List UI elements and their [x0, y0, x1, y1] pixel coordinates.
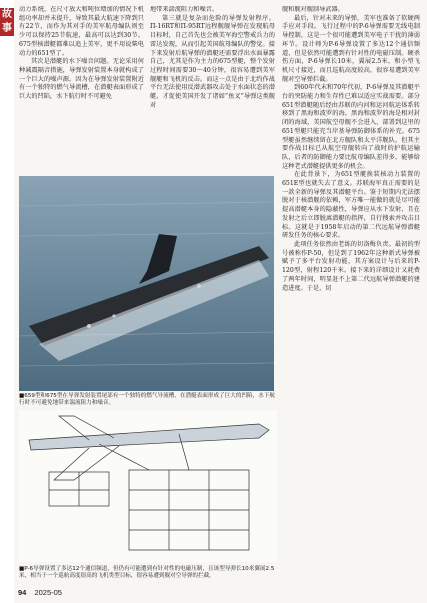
body-paragraph: 此项任务依然由老练的切洛梅负责。最初的型号被称作P-50，但是到了1962年这种新式导弹被赋予了多平台发射功能，其方案设计与后来的P-120型，射程120千米。接下来的详细设计又耗费了两年时间，明显赶不上第二代远航导弹潜艇的建造进度。于是，切: [282, 240, 420, 292]
page-number: 94: [18, 588, 27, 597]
body-paragraph: 地带来湍流阻力和噪音。: [150, 6, 219, 13]
body-paragraph: 到60年代末和70年代初，P-6导弹及其潜艇平台的突防能力和生存性已难以适应实战需要。部分651型潜艇随后经由苏联的内河和运河航运体系转移到了黑海和波罗的海。黑海和波罗的海是相对封闭的海域，美国航空母舰不会进入，部署到这里的651型艇只能充当岸基导弹防御体系的补充。675型艇虽然继续留在北方舰队和太平洋舰队，但其主要作战目标已从航空母舰转向了战时的护航运输队，后者的防御能力要比航母编队差得多，能够给这种老式潜艇提供更多的机会。: [282, 84, 420, 170]
missile-diagram: [19, 410, 277, 562]
photo-caption: ■659型和675型在导弹发射装置尾部有一个独特的燃气导流槽，在潜艇表面形成了巨大的凹陷，水下航行时不可避免地带来湍流阻力和噪音。: [19, 393, 275, 407]
submarine-photo-art: [19, 176, 274, 391]
body-paragraph: 其次是潜艇的水下噪音问题。无论采用何种减震隔音措施，导弹发射装置本身就构成了一个巨大的噪声源。因为在导弹发射装置附近有一个独特的燃气导流槽，在潜艇表面形成了巨大的凹陷，水下航行时不可避免: [19, 58, 144, 101]
body-paragraph: 第三就是复杂而危险的导弹发射程序。П-16RT和П-95RT远程舰舰导弹在发现航母目标时，自己首先也会被美军海空警戒兵力的雷达发现，从而引起美国航母编队的警觉。接下来发射后航导弹的潜艇还需要浮出水面暴露自己，尤其是作为主力的675型艇，整个发射过程时间需要30～40分钟，很容易遭到美军舰艇和飞机的反击。而这一点是由于北约作战平台无法使用反潜武器攻击处于水面状态的潜艇，才促使美国开发了诸如“鱼叉”导弹这类舰对: [150, 14, 275, 109]
issue-date: 2025-05: [34, 588, 62, 597]
body-paragraph: 舰和舰对舰制导武器。: [282, 6, 344, 13]
body-paragraph: 最后，针对未来的导弹，美军也准备了软硬两手应对手段。飞行过程中的P-6导弹需要无线电制导控制，这是一个很可能遭到美军电子干扰的薄弱环节。设计师为P-6导弹设置了多达12个通信频道，但是依然可能遭到有针对性的电磁压制。硬杀伤方面，P-6导弹长10米，翼展2.5米，和小型飞机尺寸接近，而且巡航高度较高，很容易遭到美军舰对空导弹拦截。: [282, 14, 420, 83]
page-footer: [18, 588, 62, 597]
submarine-photo: [19, 176, 274, 391]
section-tab: 故事: [2, 9, 12, 34]
text-column-3: [282, 6, 420, 594]
missile-diagram-art: [19, 410, 277, 562]
section-sidebar: [0, 0, 14, 603]
diagram-caption: ■P-6导弹设置了多达12个通信频道，但仍有可能遭到有针对性的电磁压制，且该型导弹长10米翼展2.5米，相当于一个巡航高度很高的飞机类型目标，很容易遭到舰对空导弹的拦截。: [19, 566, 275, 580]
missile-body: [29, 424, 269, 450]
body-paragraph: 动力系统，在尺寸放大和吨位增加的情况下机组功率却并未提升，导致其最大航速下降到只有22节，而作为其对手的美军航母编队则至少可以保持25节航速，最高可以达到30节。675型核潜艇都难以追上美军，更不用说柴电动力的651型了。: [19, 6, 144, 57]
body-paragraph: 在此背景下，为651型艇换装核动力装置的651E型也就失去了意义。苏联海军真正需要的是一款全新的导弹及其潜艇平台。鉴于短期内无法摆脱对于核潜舰的依赖，军方唯一能做的就是尽可能提高潜艇本身的隐蔽性，导弹应从水下发射，且在发射之后立即脱离潜艇的指挥，自行搜索并攻击目标。这就是于1958年启动的第二代远航导弹潜艇研发任务的核心要求。: [282, 171, 420, 240]
